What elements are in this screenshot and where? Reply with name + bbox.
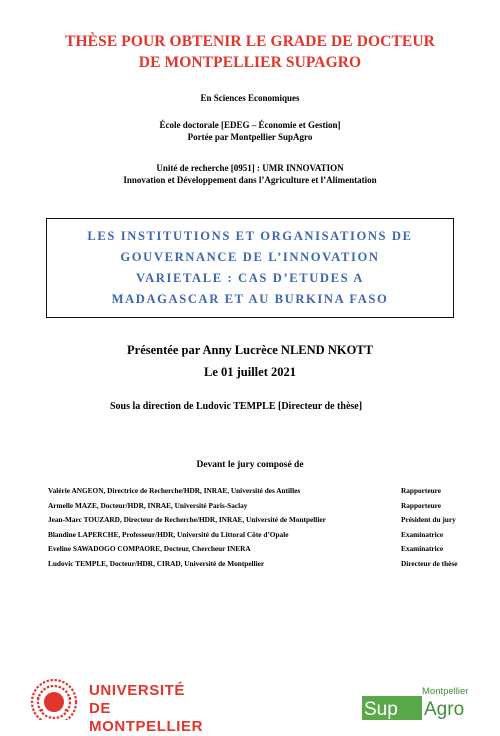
um-line-2: DE MONTPELLIER bbox=[89, 700, 204, 735]
heading-line-2: DE MONTPELLIER SUPAGRO bbox=[138, 54, 362, 71]
jury-list bbox=[48, 484, 488, 572]
um-emblem-icon bbox=[28, 676, 80, 720]
universite-montpellier-logo bbox=[28, 676, 228, 735]
supagro-agro: Agro bbox=[424, 699, 465, 720]
doctoral-school bbox=[0, 119, 500, 143]
heading-line-1: THÈSE POUR OBTENIR LE GRADE DE DOCTEUR bbox=[65, 33, 435, 50]
jury-member-name: Jean-Marc TOUZARD, Directeur de Recherche/HDR, INRAE, Université de Montpellier bbox=[48, 515, 326, 525]
um-line-1: UNIVERSITÉ bbox=[89, 682, 186, 699]
thesis-title-box bbox=[46, 218, 454, 318]
supagro-sup: Sup bbox=[364, 699, 398, 720]
jury-row bbox=[48, 542, 488, 557]
montpellier-supagro-logo bbox=[362, 686, 500, 720]
jury-member-role: Examinatrice bbox=[401, 544, 444, 554]
thesis-title-line-3: VARIETALE : CAS D’ETUDES A bbox=[136, 271, 364, 285]
jury-member-role: Président du jury bbox=[401, 515, 456, 525]
thesis-heading bbox=[0, 31, 500, 73]
jury-row bbox=[48, 484, 488, 499]
supagro-city: Montpellier bbox=[422, 686, 469, 697]
jury-row bbox=[48, 557, 488, 572]
supervisor: Sous la direction de Ludovic TEMPLE [Directeur de thèse] bbox=[110, 401, 363, 412]
jury-member-name: Blandine LAPERCHE, Professeur/HDR, Université du Littoral Côte d’Opale bbox=[48, 529, 289, 539]
supagro-badge bbox=[362, 696, 422, 720]
jury-row bbox=[48, 499, 488, 514]
jury-member-name: Eveline SAWADOGO COMPAORE, Docteur, Chercheur INERA bbox=[48, 544, 251, 554]
jury-member-role: Rapporteure bbox=[401, 486, 441, 495]
thesis-title-line-4: MADAGASCAR ET AU BURKINA FASO bbox=[111, 292, 389, 306]
thesis-title-line-1: LES INSTITUTIONS ET ORGANISATIONS DE bbox=[87, 229, 413, 243]
research-unit bbox=[0, 162, 500, 186]
jury-member-name: Ludovic TEMPLE, Docteur/HDR, CIRAD, Université de Montpellier bbox=[48, 558, 265, 568]
discipline: En Sciences Economiques bbox=[200, 93, 300, 103]
um-wordmark bbox=[89, 682, 228, 736]
thesis-title-line-2: GOUVERNANCE DE L’INNOVATION bbox=[120, 250, 380, 264]
author: Présentée par Anny Lucrèce NLEND NKOTT bbox=[127, 343, 373, 357]
jury-member-name: Armelle MAZE, Docteur/HDR, INRAE, Université Paris-Saclay bbox=[48, 500, 248, 510]
school-line-2: Portée par Montpellier SupAgro bbox=[187, 132, 313, 142]
jury-member-role: Directeur de thèse bbox=[401, 558, 458, 568]
defense-date: Le 01 juillet 2021 bbox=[203, 365, 296, 379]
jury-member-role: Rapporteure bbox=[401, 500, 441, 510]
jury-row bbox=[48, 513, 488, 528]
jury-row bbox=[48, 528, 488, 543]
school-line-1: École doctorale [EDEG – Économie et Gestion] bbox=[159, 120, 341, 130]
unit-line-1: Unité de recherche [0951] : UMR INNOVATION bbox=[156, 163, 344, 173]
unit-line-2: Innovation et Développement dans l’Agriculture et l’Alimentation bbox=[123, 175, 377, 185]
jury-member-role: Examinatrice bbox=[401, 529, 444, 539]
jury-member-name: Valérie ANGEON, Directrice de Recherche/HDR, INRAE, Université des Antilles bbox=[48, 486, 301, 495]
jury-title: Devant le jury composé de bbox=[196, 460, 304, 470]
